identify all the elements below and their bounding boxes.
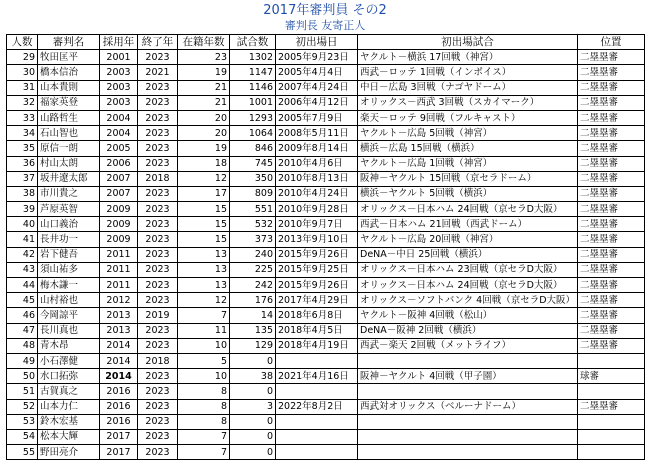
games-cell: 1302 (230, 50, 276, 65)
table-row (7, 262, 645, 277)
debut-date-cell: 2010年4月24日 (276, 186, 358, 201)
name-cell: 長井功一 (38, 232, 100, 247)
name-cell: 松本大輝 (38, 429, 100, 444)
end-year-cell: 2023 (138, 414, 178, 429)
page-title: 2017年審判員 その2 (263, 3, 387, 18)
debut-game-cell: 横浜－広島 15回戦（横浜） (358, 141, 578, 156)
position-header: 位置 (578, 35, 645, 50)
debut-date-cell: 2018年4月19日 (276, 338, 358, 353)
position-cell: 二塁塁審 (578, 202, 645, 217)
count-cell: 49 (7, 353, 38, 368)
hired-year-cell: 2011 (100, 247, 138, 262)
end-year-cell: 2019 (138, 308, 178, 323)
debut-game-cell: 楽天－ロッテ 9回戦（フルキャスト） (358, 110, 578, 125)
debut-game-cell: オリックス－日本ハム 24回戦（京セラD大阪） (358, 202, 578, 217)
debut-game-cell: 西武対オリックス（ベルーナドーム） (358, 399, 578, 414)
debut-date-cell: 2010年9月7日 (276, 217, 358, 232)
debut-date-cell: 2008年5月11日 (276, 126, 358, 141)
count-cell: 32 (7, 95, 38, 110)
debut-game-cell: 西武－ロッテ 1回戦（インボイス） (358, 65, 578, 80)
name-cell: 須山祐多 (38, 262, 100, 277)
games-cell: 38 (230, 369, 276, 384)
end-year-header: 終了年 (138, 35, 178, 50)
debut-date-cell: 2018年4月5日 (276, 323, 358, 338)
games-cell: 0 (230, 414, 276, 429)
debut-date-cell (276, 429, 358, 444)
games-cell: 135 (230, 323, 276, 338)
end-year-cell: 2023 (138, 141, 178, 156)
table-row (7, 65, 645, 80)
count-cell: 36 (7, 156, 38, 171)
debut-date-cell: 2018年6月8日 (276, 308, 358, 323)
name-cell: 古賀真之 (38, 384, 100, 399)
hired-year-cell: 2017 (100, 445, 138, 460)
years-cell: 23 (178, 50, 230, 65)
debut-date-cell: 2015年9月26日 (276, 247, 358, 262)
header-row (7, 35, 645, 50)
end-year-cell: 2023 (138, 278, 178, 293)
debut-date-cell: 2009年8月14日 (276, 141, 358, 156)
name-cell: 青木昂 (38, 338, 100, 353)
debut-game-cell: 阪神－ヤクルト 4回戦（甲子園） (358, 369, 578, 384)
count-cell: 45 (7, 293, 38, 308)
debut-game-cell: ヤクルト－広島 5回戦（神宮） (358, 126, 578, 141)
position-cell: 二塁塁審 (578, 95, 645, 110)
end-year-cell: 2023 (138, 110, 178, 125)
debut-game-cell: DeNA－阪神 2回戦（横浜） (358, 323, 578, 338)
debut-game-cell: オリックス－日本ハム 23回戦（京セラD大阪） (358, 262, 578, 277)
position-cell: 二塁塁審 (578, 186, 645, 201)
games-cell: 373 (230, 232, 276, 247)
end-year-cell: 2023 (138, 232, 178, 247)
end-year-cell: 2023 (138, 399, 178, 414)
hired-year-cell: 2001 (100, 50, 138, 65)
games-cell: 1146 (230, 80, 276, 95)
hired-year-cell: 2007 (100, 171, 138, 186)
hired-year-cell: 2011 (100, 262, 138, 277)
debut-date-cell: 2007年4月24日 (276, 80, 358, 95)
debut-date-cell: 2006年4月12日 (276, 95, 358, 110)
end-year-cell: 2023 (138, 126, 178, 141)
games-cell: 1293 (230, 110, 276, 125)
hired-year-cell: 2009 (100, 202, 138, 217)
position-cell: 二塁塁審 (578, 110, 645, 125)
position-cell: 二塁塁審 (578, 171, 645, 186)
table-row (7, 323, 645, 338)
table-row (7, 338, 645, 353)
position-cell: 二塁塁審 (578, 247, 645, 262)
position-cell: 二塁塁審 (578, 126, 645, 141)
games-cell: 0 (230, 353, 276, 368)
name-cell: 市川貴之 (38, 186, 100, 201)
name-cell: 長川真也 (38, 323, 100, 338)
end-year-cell: 2023 (138, 156, 178, 171)
debut-game-cell (358, 445, 578, 460)
debut-game-cell: ヤクルト－広島 1回戦（神宮） (358, 156, 578, 171)
games-cell: 551 (230, 202, 276, 217)
name-cell: 山口義治 (38, 217, 100, 232)
games-header: 試合数 (230, 35, 276, 50)
table-row (7, 445, 645, 460)
years-cell: 12 (178, 171, 230, 186)
debut-date-cell: 2013年9月10日 (276, 232, 358, 247)
end-year-cell: 2023 (138, 186, 178, 201)
name-cell: 水口拓弥 (38, 369, 100, 384)
end-year-cell: 2023 (138, 338, 178, 353)
years-cell: 10 (178, 369, 230, 384)
hired-year-cell: 2009 (100, 232, 138, 247)
count-cell: 38 (7, 186, 38, 201)
position-cell: 二塁塁審 (578, 217, 645, 232)
end-year-cell: 2023 (138, 202, 178, 217)
count-cell: 41 (7, 232, 38, 247)
years-cell: 7 (178, 445, 230, 460)
position-cell: 二塁塁審 (578, 323, 645, 338)
count-cell: 35 (7, 141, 38, 156)
end-year-cell: 2023 (138, 247, 178, 262)
hired-year-cell: 2013 (100, 323, 138, 338)
name-cell: 原信一朗 (38, 141, 100, 156)
count-cell: 34 (7, 126, 38, 141)
position-cell: 二塁塁審 (578, 141, 645, 156)
years-cell: 7 (178, 308, 230, 323)
games-cell: 0 (230, 384, 276, 399)
name-cell: 山路哲生 (38, 110, 100, 125)
games-cell: 532 (230, 217, 276, 232)
count-cell: 31 (7, 80, 38, 95)
games-cell: 176 (230, 293, 276, 308)
years-cell: 21 (178, 80, 230, 95)
years-cell: 15 (178, 202, 230, 217)
debut-date-cell: 2015年9月25日 (276, 262, 358, 277)
games-cell: 240 (230, 247, 276, 262)
hired-year-cell: 2011 (100, 278, 138, 293)
games-cell: 350 (230, 171, 276, 186)
hired-year-cell: 2012 (100, 293, 138, 308)
name-cell: 村山太朗 (38, 156, 100, 171)
name-cell: 今岡諒平 (38, 308, 100, 323)
table-row (7, 399, 645, 414)
end-year-cell: 2018 (138, 171, 178, 186)
table-row (7, 369, 645, 384)
years-cell: 11 (178, 323, 230, 338)
end-year-cell: 2023 (138, 369, 178, 384)
games-cell: 0 (230, 445, 276, 460)
debut-game-cell: 西武－楽天 2回戦（メットライフ） (358, 338, 578, 353)
table-row (7, 293, 645, 308)
years-cell: 20 (178, 110, 230, 125)
years-cell: 8 (178, 384, 230, 399)
name-cell: 坂井遼太郎 (38, 171, 100, 186)
name-cell: 山本貴則 (38, 80, 100, 95)
hired-year-cell: 2017 (100, 429, 138, 444)
position-cell: 二塁塁審 (578, 156, 645, 171)
debut-game-cell: 阪神－ヤクルト 15回戦（京セラドーム） (358, 171, 578, 186)
count-cell: 29 (7, 50, 38, 65)
debut-game-cell: 横浜－ヤクルト 5回戦（横浜） (358, 186, 578, 201)
games-cell: 0 (230, 429, 276, 444)
name-cell: 山村裕也 (38, 293, 100, 308)
table-row (7, 156, 645, 171)
name-cell: 橋本信治 (38, 65, 100, 80)
hired-year-cell: 2007 (100, 186, 138, 201)
end-year-cell: 2023 (138, 95, 178, 110)
debut-game-cell: 西武－日本ハム 21回戦（西武ドーム） (358, 217, 578, 232)
hired-year-cell: 2014 (100, 338, 138, 353)
years-cell: 10 (178, 338, 230, 353)
name-cell: 石山智也 (38, 126, 100, 141)
debut-date-cell: 2010年4月6日 (276, 156, 358, 171)
position-cell (578, 429, 645, 444)
years-cell: 15 (178, 232, 230, 247)
years-cell: 17 (178, 186, 230, 201)
page-subtitle: 審判長 友寄正人 (284, 19, 366, 32)
end-year-cell: 2023 (138, 293, 178, 308)
name-cell: 芦原英智 (38, 202, 100, 217)
name-cell: 山本力仁 (38, 399, 100, 414)
table-row (7, 247, 645, 262)
debut-game-cell: ヤクルト－横浜 17回戦（神宮） (358, 50, 578, 65)
end-year-cell: 2021 (138, 65, 178, 80)
debut-date-cell: 2021年4月16日 (276, 369, 358, 384)
position-cell (578, 414, 645, 429)
hired-year-cell: 2005 (100, 141, 138, 156)
years-header: 在籍年数 (178, 35, 230, 50)
position-cell: 二塁塁審 (578, 50, 645, 65)
hired-year-cell: 2003 (100, 80, 138, 95)
count-cell: 37 (7, 171, 38, 186)
table-row (7, 141, 645, 156)
debut-date-cell (276, 384, 358, 399)
debut-game-cell (358, 353, 578, 368)
debut-date-cell (276, 414, 358, 429)
years-cell: 8 (178, 414, 230, 429)
hired-year-cell: 2013 (100, 308, 138, 323)
hired-year-cell: 2016 (100, 384, 138, 399)
years-cell: 7 (178, 429, 230, 444)
hired-year-header: 採用年 (100, 35, 138, 50)
games-cell: 745 (230, 156, 276, 171)
debut-date-cell: 2005年9月23日 (276, 50, 358, 65)
end-year-cell: 2023 (138, 217, 178, 232)
debut-game-cell: 中日－広島 3回戦（ナゴヤドーム） (358, 80, 578, 95)
position-cell: 二塁塁審 (578, 308, 645, 323)
table-row (7, 202, 645, 217)
debut-game-cell: オリックス－日本ハム 24回戦（京セラD大阪） (358, 278, 578, 293)
games-cell: 1147 (230, 65, 276, 80)
position-cell: 二塁塁審 (578, 338, 645, 353)
position-cell: 二塁塁審 (578, 399, 645, 414)
table-row (7, 232, 645, 247)
debut-game-cell: ヤクルト－広島 20回戦（神宮） (358, 232, 578, 247)
position-cell: 二塁塁審 (578, 278, 645, 293)
count-cell: 43 (7, 262, 38, 277)
years-cell: 20 (178, 126, 230, 141)
table-row (7, 414, 645, 429)
end-year-cell: 2023 (138, 50, 178, 65)
table-row (7, 95, 645, 110)
table-row (7, 171, 645, 186)
table-row (7, 126, 645, 141)
debut-date-cell: 2017年4月29日 (276, 293, 358, 308)
count-cell: 46 (7, 308, 38, 323)
debut-game-cell: DeNA－中日 25回戦（横浜） (358, 247, 578, 262)
count-cell: 44 (7, 278, 38, 293)
table-row (7, 186, 645, 201)
position-cell (578, 445, 645, 460)
end-year-cell: 2023 (138, 323, 178, 338)
debut-game-cell (358, 414, 578, 429)
debut-date-header: 初出場日 (276, 35, 358, 50)
position-cell: 二塁塁審 (578, 232, 645, 247)
count-cell: 55 (7, 445, 38, 460)
games-cell: 1001 (230, 95, 276, 110)
years-cell: 19 (178, 141, 230, 156)
debut-date-cell: 2010年8月13日 (276, 171, 358, 186)
name-header: 審判名 (38, 35, 100, 50)
count-cell: 47 (7, 323, 38, 338)
table-row (7, 353, 645, 368)
years-cell: 12 (178, 293, 230, 308)
hired-year-cell: 2004 (100, 126, 138, 141)
table-row (7, 278, 645, 293)
debut-date-cell: 2005年4月4日 (276, 65, 358, 80)
count-cell: 33 (7, 110, 38, 125)
name-cell: 牧田匡平 (38, 50, 100, 65)
name-cell: 福家英登 (38, 95, 100, 110)
years-cell: 13 (178, 262, 230, 277)
debut-game-cell: オリックス－ソフトバンク 4回戦（京セラD大阪） (358, 293, 578, 308)
years-cell: 8 (178, 399, 230, 414)
position-cell (578, 384, 645, 399)
umpire-table (6, 34, 645, 460)
count-cell: 48 (7, 338, 38, 353)
debut-date-cell: 2010年9月28日 (276, 202, 358, 217)
debut-date-cell: 2022年8月2日 (276, 399, 358, 414)
count-header: 人数 (7, 35, 38, 50)
count-cell: 53 (7, 414, 38, 429)
debut-game-header: 初出場試合 (358, 35, 578, 50)
years-cell: 13 (178, 247, 230, 262)
hired-year-cell: 2014 (100, 353, 138, 368)
years-cell: 15 (178, 217, 230, 232)
games-cell: 242 (230, 278, 276, 293)
years-cell: 19 (178, 65, 230, 80)
table-row (7, 80, 645, 95)
name-cell: 梅木謙一 (38, 278, 100, 293)
games-cell: 14 (230, 308, 276, 323)
count-cell: 54 (7, 429, 38, 444)
hired-year-cell: 2009 (100, 217, 138, 232)
table-row (7, 429, 645, 444)
end-year-cell: 2023 (138, 384, 178, 399)
debut-game-cell (358, 384, 578, 399)
years-cell: 13 (178, 278, 230, 293)
hired-year-cell: 2014 (100, 369, 138, 384)
count-cell: 39 (7, 202, 38, 217)
position-cell: 球審 (578, 369, 645, 384)
name-cell: 岩下健吾 (38, 247, 100, 262)
name-cell: 鈴木宏基 (38, 414, 100, 429)
table-row (7, 110, 645, 125)
hired-year-cell: 2003 (100, 65, 138, 80)
games-cell: 3 (230, 399, 276, 414)
end-year-cell: 2023 (138, 429, 178, 444)
position-cell: 二塁塁審 (578, 293, 645, 308)
hired-year-cell: 2016 (100, 399, 138, 414)
position-cell: 二塁塁審 (578, 65, 645, 80)
debut-date-cell (276, 353, 358, 368)
years-cell: 21 (178, 95, 230, 110)
position-cell (578, 353, 645, 368)
count-cell: 40 (7, 217, 38, 232)
hired-year-cell: 2003 (100, 95, 138, 110)
debut-game-cell: ヤクルト－阪神 4回戦（松山） (358, 308, 578, 323)
count-cell: 51 (7, 384, 38, 399)
hired-year-cell: 2006 (100, 156, 138, 171)
games-cell: 1064 (230, 126, 276, 141)
games-cell: 225 (230, 262, 276, 277)
games-cell: 129 (230, 338, 276, 353)
end-year-cell: 2023 (138, 262, 178, 277)
debut-game-cell: オリックス－西武 3回戦（スカイマーク） (358, 95, 578, 110)
table-row (7, 384, 645, 399)
count-cell: 42 (7, 247, 38, 262)
hired-year-cell: 2016 (100, 414, 138, 429)
years-cell: 18 (178, 156, 230, 171)
years-cell: 5 (178, 353, 230, 368)
count-cell: 52 (7, 399, 38, 414)
table-row (7, 50, 645, 65)
debut-date-cell (276, 445, 358, 460)
hired-year-cell: 2004 (100, 110, 138, 125)
position-cell: 二塁塁審 (578, 262, 645, 277)
table-body (7, 50, 645, 460)
position-cell: 二塁塁審 (578, 80, 645, 95)
count-cell: 50 (7, 369, 38, 384)
debut-date-cell: 2005年7月9日 (276, 110, 358, 125)
debut-game-cell (358, 429, 578, 444)
table-row (7, 308, 645, 323)
games-cell: 809 (230, 186, 276, 201)
end-year-cell: 2018 (138, 353, 178, 368)
count-cell: 30 (7, 65, 38, 80)
name-cell: 野田亮介 (38, 445, 100, 460)
table-row (7, 217, 645, 232)
debut-date-cell: 2015年9月26日 (276, 278, 358, 293)
games-cell: 846 (230, 141, 276, 156)
end-year-cell: 2023 (138, 80, 178, 95)
name-cell: 小石澤健 (38, 353, 100, 368)
end-year-cell: 2023 (138, 445, 178, 460)
